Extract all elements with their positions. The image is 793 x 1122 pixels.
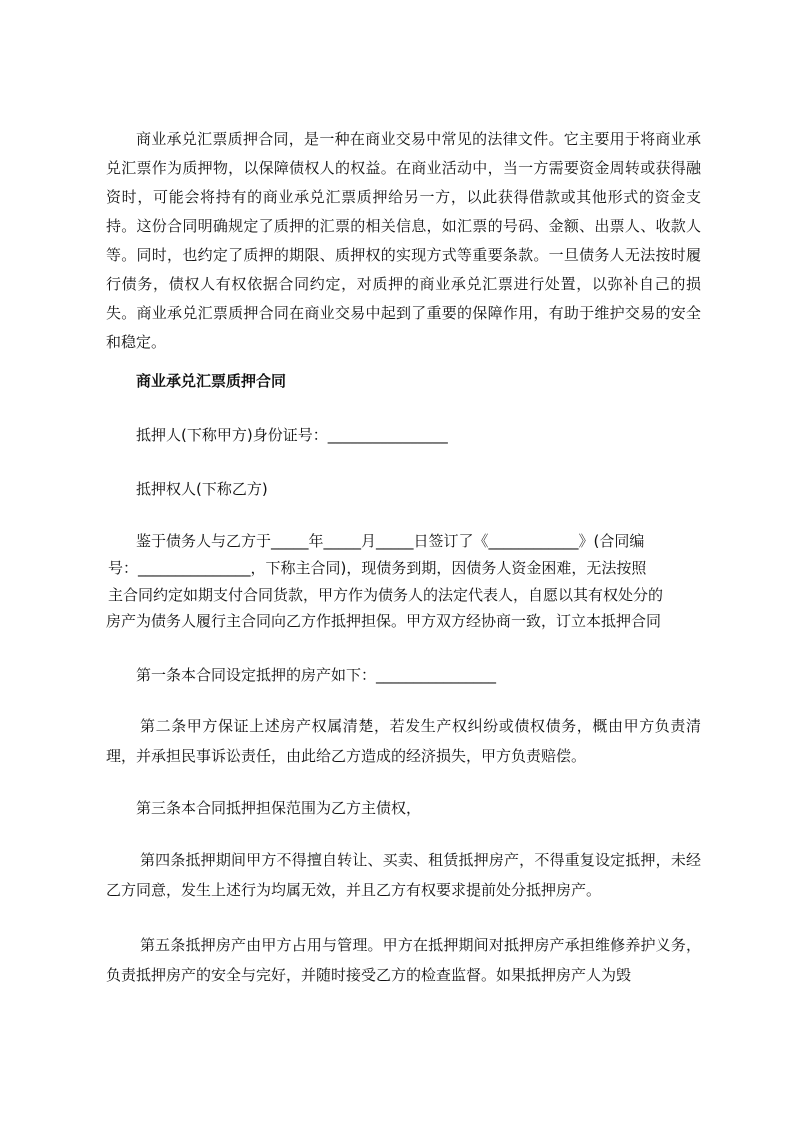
article-3: 第三条本合同抵押担保范围为乙方主债权， — [136, 799, 422, 817]
article-2: 第二条甲方保证上述房产权属清楚，若发生产权纠纷或债权债务，概由甲方负责清理，并承担民事诉讼责任，由此给乙方造成的经济损失，甲方负责赔偿。 — [106, 717, 701, 765]
contract-title: 商业承兑汇票质押合同 — [136, 372, 287, 390]
preamble-line-3: 主合同约定如期支付合同货款，甲方作为债务人的法定代表人，自愿以其有权处分的 — [108, 586, 664, 604]
mortgagor-line: 抵押人(下称甲方)身份证号：________________ — [136, 426, 448, 444]
preamble-line-1: 鉴于债务人与乙方于_____年_____月_____日签订了《____________》(合同编 — [136, 532, 645, 550]
article-1: 第一条本合同设定抵押的房产如下：________________ — [136, 666, 497, 684]
article-4: 第四条抵押期间甲方不得擅自转让、买卖、租赁抵押房产，不得重复设定抵押，未经乙方同意，发生上述行为均属无效，并且乙方有权要求提前处分抵押房产。 — [106, 851, 701, 899]
preamble-line-4: 房产为债务人履行主合同向乙方作抵押担保。甲方双方经协商一致，订立本抵押合同 — [106, 612, 662, 630]
preamble-line-2: 号：_______________，下称主合同)，现债务到期，因债务人资金困难，无法按照 — [108, 559, 647, 577]
intro-paragraph: 商业承兑汇票质押合同，是一种在商业交易中常见的法律文件。它主要用于将商业承兑汇票作为质押物，以保障债权人的权益。在商业活动中，当一方需要资金周转或获得融资时，可能会将持有的商业承兑汇票质押给另一方，以此获得借款或其他形式的资金支持。这份合同明确规定了质押的汇票的相关信息，如汇票的号码、金额、出票人、收款人等。同时，也约定了质押的期限、质押权的实现方式等重要条款。一旦债务人无法按时履行债务，债权人有权依据合同约定，对质押的商业承兑汇票进行处置，以弥补自己的损失。商业承兑汇票质押合同在商业交易中起到了重要的保障作用，有助于维护交易的安全和稳定。 — [106, 130, 701, 351]
mortgagee-line: 抵押权人(下称乙方) — [136, 480, 268, 498]
article-5: 第五条抵押房产由甲方占用与管理。甲方在抵押期间对抵押房产承担维修养护义务，负责抵押房产的安全与完好，并随时接受乙方的检查监督。如果抵押房产人为毁 — [106, 936, 701, 984]
